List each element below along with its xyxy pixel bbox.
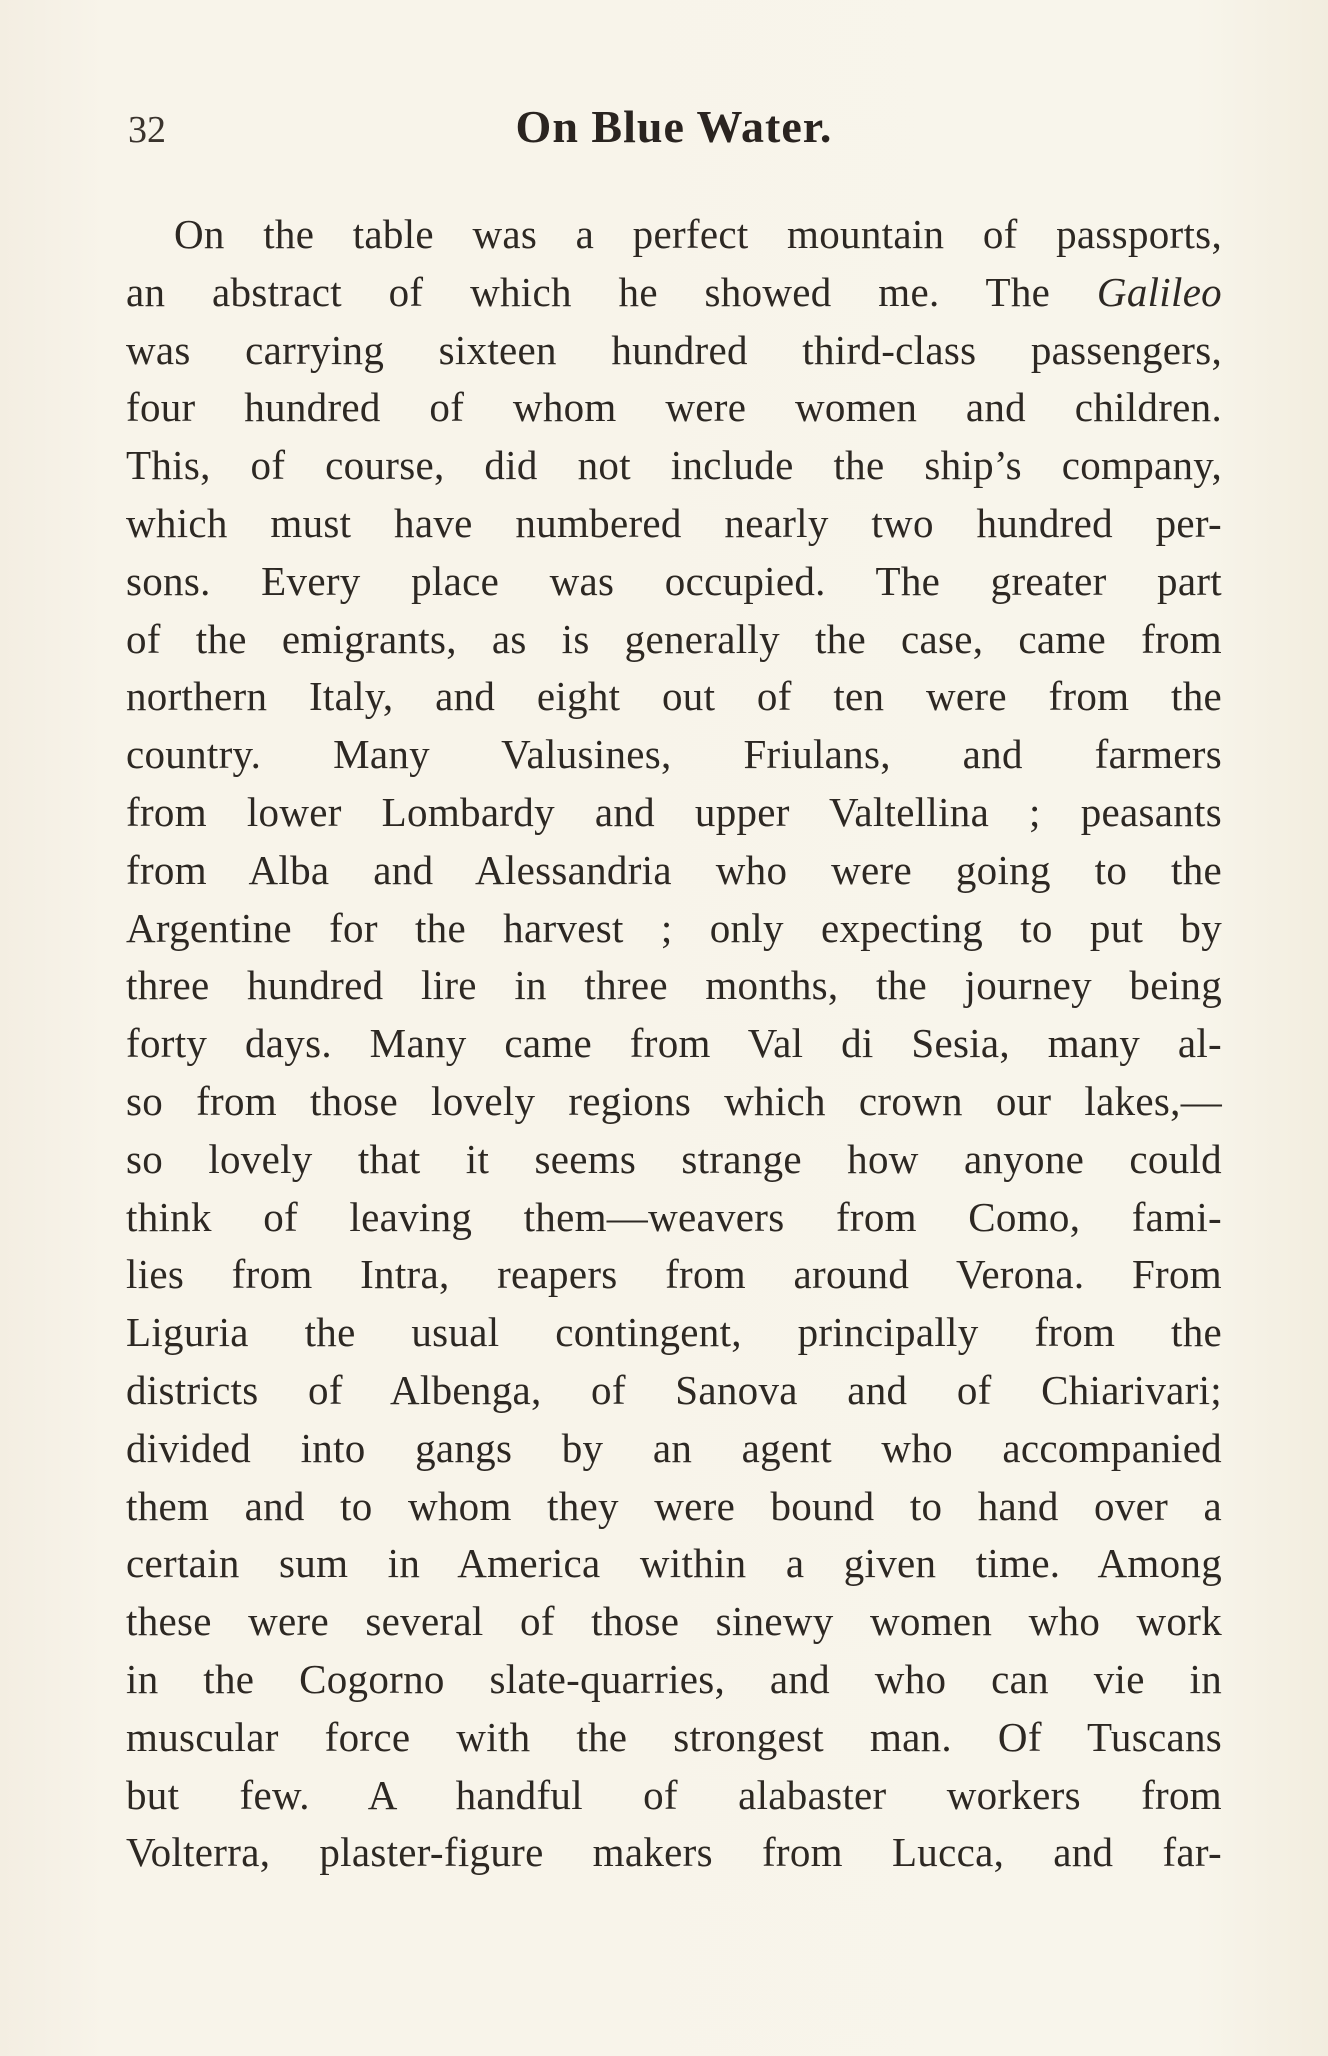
text-line: them and to whom they were bound to hand over a <box>126 1482 1222 1529</box>
text-line: of the emigrants, as is generally the case, came from <box>126 615 1222 662</box>
body-text <box>126 206 1222 1882</box>
text-line: so lovely that it seems strange how anyone could <box>126 1135 1222 1182</box>
text-line: On the table was a perfect mountain of passports, <box>174 211 1222 257</box>
text-line: Volterra, plaster-figure makers from Lucca, and far- <box>126 1829 1222 1876</box>
text-line: sons. Every place was occupied. The greater part <box>126 557 1222 604</box>
text-line: northern Italy, and eight out of ten were from the <box>126 673 1222 720</box>
text-line: three hundred lire in three months, the journey being <box>126 962 1222 1009</box>
page-number: 32 <box>128 109 166 151</box>
text-line: certain sum in America within a given time. Among <box>126 1540 1222 1587</box>
text-line: lies from Intra, reapers from around Verona. From <box>126 1251 1222 1298</box>
text-line: so from those lovely regions which crown our lakes,— <box>126 1077 1222 1124</box>
text-line: which must have numbered nearly two hundred per- <box>126 499 1222 546</box>
text-line: divided into gangs by an agent who accompanied <box>126 1424 1222 1471</box>
text-line: forty days. Many came from Val di Sesia, many al- <box>126 1020 1222 1067</box>
text-line-segment: an abstract of which he showed me. The <box>126 268 1097 315</box>
text-line: these were several of those sinewy women who work <box>126 1598 1222 1645</box>
text-line: in the Cogorno slate-quarries, and who can vie in <box>126 1655 1222 1702</box>
text-line: muscular force with the strongest man. Of Tuscans <box>126 1713 1222 1760</box>
text-line: Argentine for the harvest ; only expecting to put by <box>126 904 1222 951</box>
text-line: from lower Lombardy and upper Valtellina ; peasants <box>126 788 1222 835</box>
text-line: from Alba and Alessandria who were going to the <box>126 846 1222 893</box>
ship-name: Galileo <box>1096 268 1222 315</box>
text-line: four hundred of whom were women and children. <box>126 384 1222 431</box>
text-line <box>126 264 1222 322</box>
text-line: districts of Albenga, of Sanova and of Chiarivari; <box>126 1366 1222 1413</box>
page-header <box>124 100 1224 160</box>
text-line: Liguria the usual contingent, principally from the <box>126 1309 1222 1356</box>
text-line: think of leaving them—weavers from Como, fami- <box>126 1193 1222 1240</box>
text-line: This, of course, did not include the ship’s company, <box>126 442 1222 489</box>
text-line: but few. A handful of alabaster workers from <box>126 1771 1222 1818</box>
text-line: country. Many Valusines, Friulans, and farmers <box>126 731 1222 778</box>
running-head: On Blue Water. <box>515 101 833 152</box>
text-line: was carrying sixteen hundred third-class passengers, <box>126 326 1222 373</box>
